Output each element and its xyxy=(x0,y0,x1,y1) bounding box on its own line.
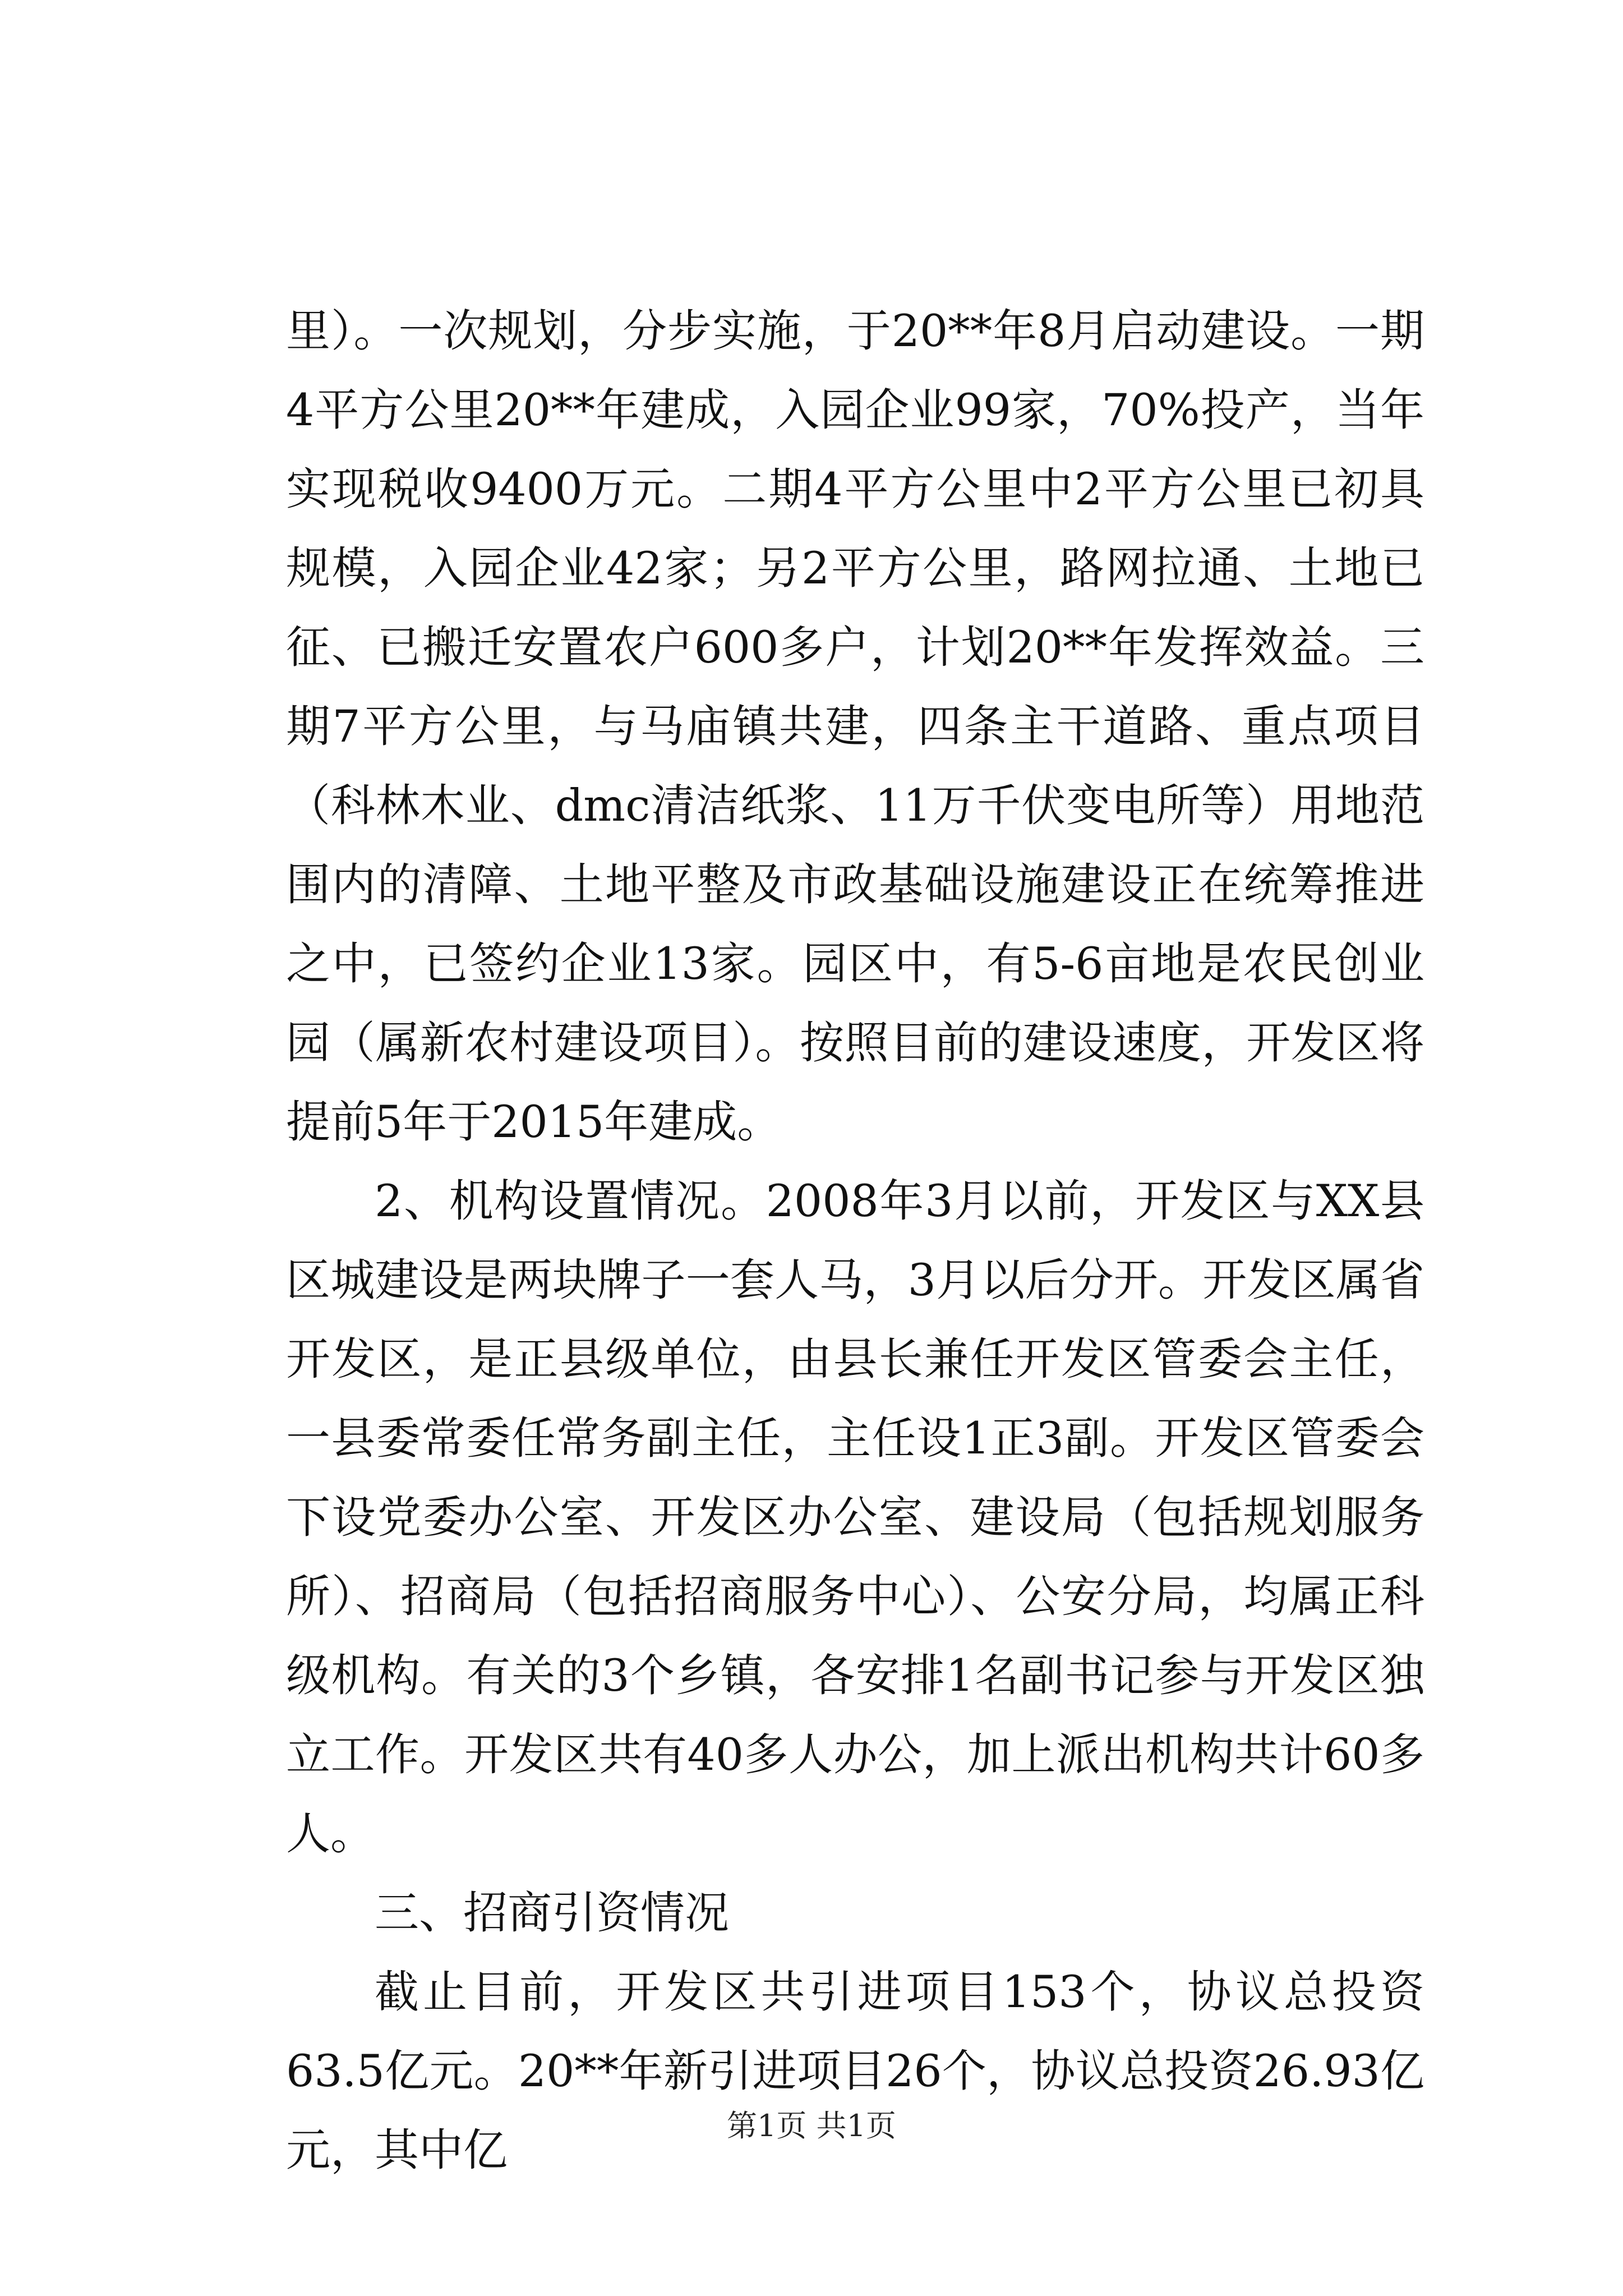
document-body xyxy=(286,292,1424,2190)
paragraph-continued: 里）。一次规划，分步实施，于20**年8月启动建设。一期4平方公里20**年建成，入园企业99家，70%投产，当年实现税收9400万元。二期4平方公里中2平方公里已初具规模，入园企业42家；另2平方公里，路网拉通、土地已征、已搬迁安置农户600多户，计划20**年发挥效益。三期7平方公里，与马庙镇共建，四条主干道路、重点项目（科林木业、dmc清洁纸浆、11万千伏变电所等）用地范围内的清障、土地平整及市政基础设施建设正在统筹推进之中，已签约企业13家。园区中，有5-6亩地是农民创业园（属新农村建设项目）。按照目前的建设速度，开发区将提前5年于2015年建成。 xyxy=(286,305,1424,1148)
section-heading-investment: 三、招商引资情况 xyxy=(375,1887,729,1939)
paragraph-investment: 截止目前，开发区共引进项目153个，协议总投资63.5亿元。20**年新引进项目26个，协议总投资26.93亿元，其中亿 xyxy=(286,1966,1424,2176)
page-footer: 第1页 共1页 xyxy=(727,2108,896,2143)
paragraph-institution-setup: 2、机构设置情况。2008年3月以前，开发区与XX县区城建设是两块牌子一套人马，3月以后分开。开发区属省开发区，是正县级单位，由县长兼任开发区管委会主任，一县委常委任常务副主任，主任设1正3副。开发区管委会下设党委办公室、开发区办公室、建设局（包括规划服务所）、招商局（包括招商服务中心）、公安分局，均属正科级机构。有关的3个乡镇，各安排1名副书记参与开发区独立工作。开发区共有40多人办公，加上派出机构共计60多人。 xyxy=(286,1175,1424,1860)
